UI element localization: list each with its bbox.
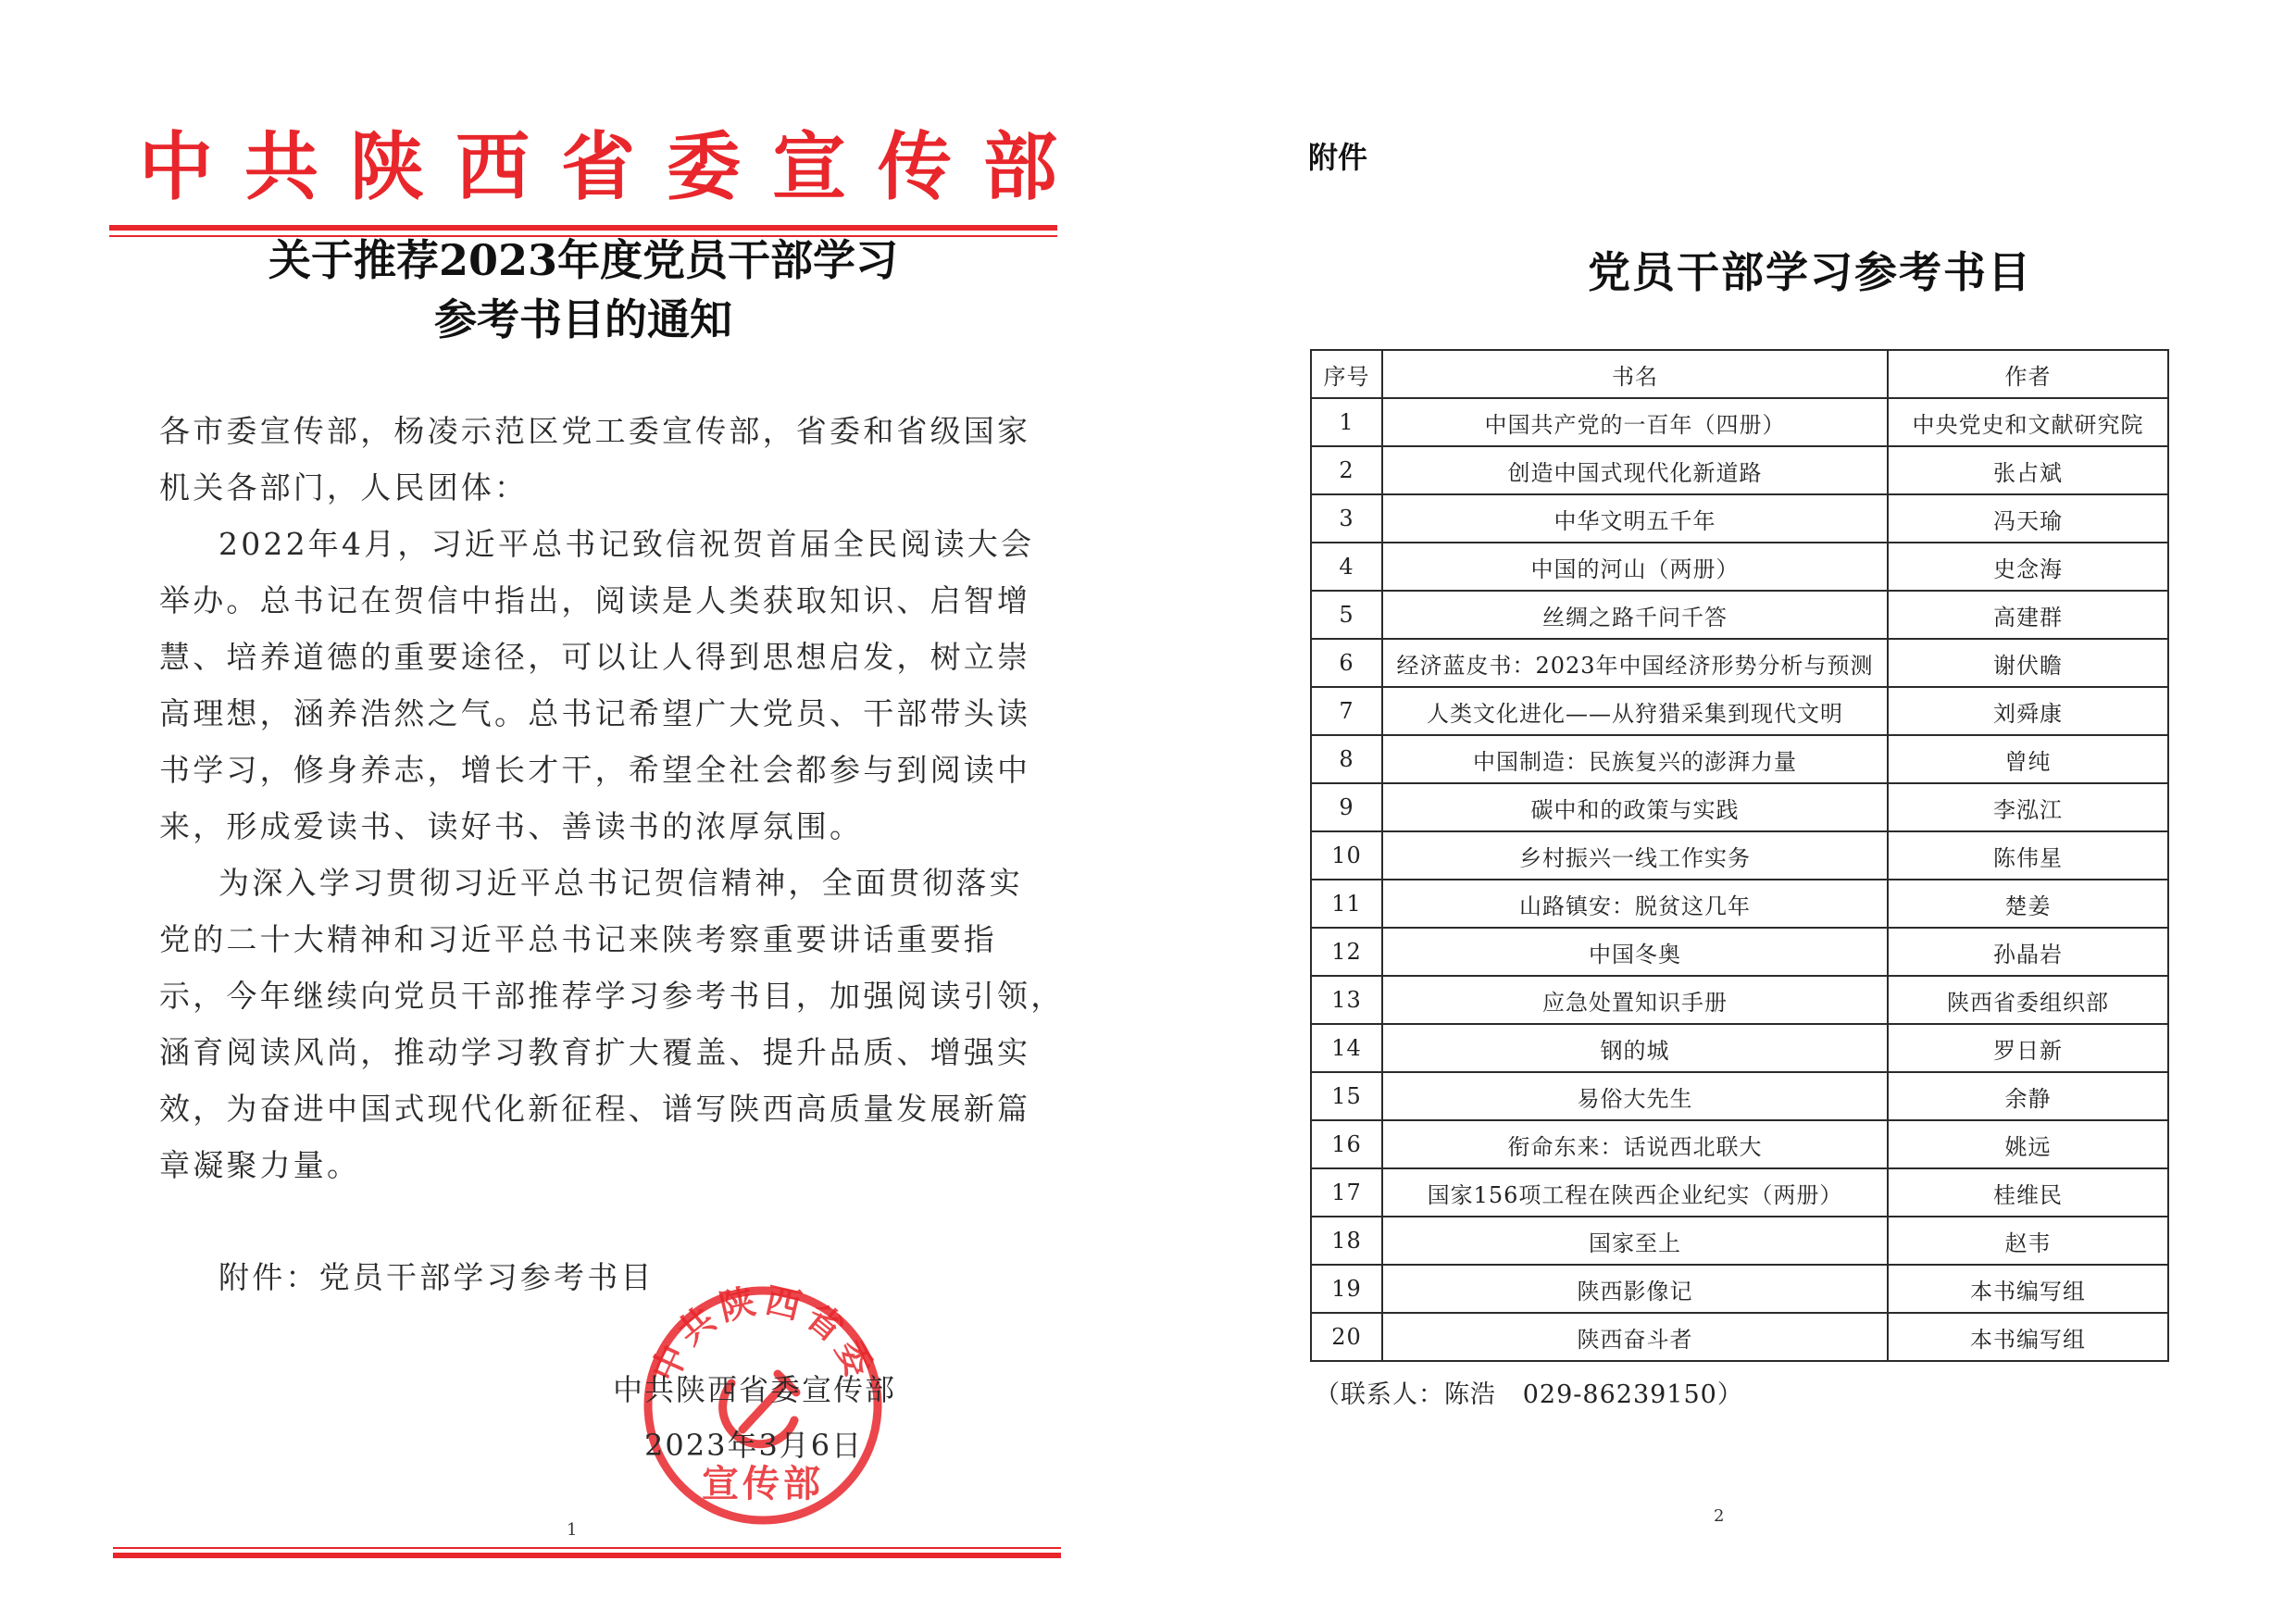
- cell-author: 孙晶岩: [1888, 928, 2168, 976]
- table-row: [1311, 494, 2168, 543]
- cell-number: 20: [1311, 1313, 1382, 1361]
- table-row: [1311, 1120, 2168, 1168]
- page-number: 1: [567, 1520, 578, 1540]
- cell-book-name: 易俗大先生: [1382, 1072, 1888, 1120]
- cell-number: 2: [1311, 446, 1382, 494]
- cell-book-name: 中国共产党的一百年（四册）: [1382, 398, 1888, 446]
- table-row: [1311, 1072, 2168, 1120]
- table-row: [1311, 880, 2168, 928]
- table-header-row: [1311, 350, 2168, 398]
- cell-book-name: 中国制造：民族复兴的澎湃力量: [1382, 735, 1888, 783]
- table-row: [1311, 735, 2168, 783]
- cell-book-name: 人类文化进化——从狩猎采集到现代文明: [1382, 687, 1888, 735]
- cell-book-name: 陕西奋斗者: [1382, 1313, 1888, 1361]
- red-letterhead: 中共陕西省委宣传部: [139, 123, 1089, 210]
- cell-book-name: 钢的城: [1382, 1024, 1888, 1072]
- cell-number: 3: [1311, 494, 1382, 543]
- addressee-line: 各市委宣传部，杨凌示范区党工委宣传部，省委和省级国家: [159, 413, 1031, 449]
- cell-author: 史念海: [1888, 543, 2168, 591]
- cell-book-name: 创造中国式现代化新道路: [1382, 446, 1888, 494]
- table-row: [1311, 1217, 2168, 1265]
- paragraph-line: 书学习，修身养志，增长才干，希望全社会都参与到阅读中: [159, 752, 1031, 788]
- paragraph-line: 举办。总书记在贺信中指出，阅读是人类获取知识、启智增: [159, 582, 1031, 618]
- table-row: [1311, 783, 2168, 831]
- cell-book-name: 经济蓝皮书：2023年中国经济形势分析与预测: [1382, 639, 1888, 687]
- letterhead-rule-thick: [109, 225, 1057, 231]
- paragraph-line: 高理想，涵养浩然之气。总书记希望广大党员、干部带头读: [159, 695, 1031, 731]
- cell-book-name: 陕西影像记: [1382, 1265, 1888, 1313]
- cell-book-name: 中国的河山（两册）: [1382, 543, 1888, 591]
- cell-author: 冯天瑜: [1888, 494, 2168, 543]
- cell-book-name: 国家156项工程在陕西企业纪实（两册）: [1382, 1168, 1888, 1217]
- attachment-reference: 附件：党员干部学习参考书目: [218, 1259, 655, 1295]
- table-row: [1311, 1265, 2168, 1313]
- cell-author: 桂维民: [1888, 1168, 2168, 1217]
- header-number: 序号: [1311, 350, 1382, 398]
- paragraph-line: 来，形成爱读书、读好书、善读书的浓厚氛围。: [159, 808, 864, 844]
- page-number: 2: [1714, 1506, 1725, 1526]
- table-row: [1311, 591, 2168, 639]
- cell-author: 罗日新: [1888, 1024, 2168, 1072]
- cell-author: 刘舜康: [1888, 687, 2168, 735]
- paragraph-line: 党的二十大精神和习近平总书记来陕考察重要讲话重要指: [159, 921, 997, 957]
- cell-book-name: 衔命东来：话说西北联大: [1382, 1120, 1888, 1168]
- attachment-page: [1148, 0, 2296, 1623]
- attachment-label: 附件: [1308, 140, 1368, 175]
- book-list-table: [1310, 349, 2169, 1362]
- cell-author: 高建群: [1888, 591, 2168, 639]
- paragraph-line: 效，为奋进中国式现代化新征程、谱写陕西高质量发展新篇: [159, 1091, 1031, 1127]
- cell-book-name: 应急处置知识手册: [1382, 976, 1888, 1024]
- table-row: [1311, 1313, 2168, 1361]
- header-author: 作者: [1888, 350, 2168, 398]
- cell-author: 姚远: [1888, 1120, 2168, 1168]
- table-row: [1311, 1024, 2168, 1072]
- cell-number: 17: [1311, 1168, 1382, 1217]
- cell-number: 15: [1311, 1072, 1382, 1120]
- cell-author: 谢伏瞻: [1888, 639, 2168, 687]
- cell-book-name: 国家至上: [1382, 1217, 1888, 1265]
- footer-rule-thin: [113, 1547, 1061, 1549]
- contact-info: （联系人：陈浩 029-86239150）: [1315, 1380, 1743, 1409]
- cell-author: 张占斌: [1888, 446, 2168, 494]
- svg-text:中共陕西省委: 中共陕西省委: [643, 1281, 883, 1388]
- cell-author: 陕西省委组织部: [1888, 976, 2168, 1024]
- cell-author: 陈伟星: [1888, 831, 2168, 880]
- paragraph-line: 为深入学习贯彻习近平总书记贺信精神，全面贯彻落实: [218, 865, 1023, 901]
- table-row: [1311, 398, 2168, 446]
- cell-number: 18: [1311, 1217, 1382, 1265]
- paragraph-line: 2022年4月，习近平总书记致信祝贺首届全民阅读大会: [218, 526, 1035, 562]
- document-title-line-1: 关于推荐2023年度党员干部学习: [268, 235, 899, 285]
- cell-number: 9: [1311, 783, 1382, 831]
- cell-number: 5: [1311, 591, 1382, 639]
- footer-rule-thick: [113, 1553, 1061, 1558]
- cell-author: 李泓江: [1888, 783, 2168, 831]
- table-row: [1311, 446, 2168, 494]
- cell-number: 13: [1311, 976, 1382, 1024]
- cell-author: 余静: [1888, 1072, 2168, 1120]
- cell-number: 16: [1311, 1120, 1382, 1168]
- cell-number: 19: [1311, 1265, 1382, 1313]
- cell-number: 12: [1311, 928, 1382, 976]
- paragraph-line: 示，今年继续向党员干部推荐学习参考书目，加强阅读引领，: [159, 978, 1065, 1014]
- table-row: [1311, 1168, 2168, 1217]
- header-book-name: 书名: [1382, 350, 1888, 398]
- paragraph-line: 章凝聚力量。: [159, 1147, 361, 1183]
- cell-book-name: 乡村振兴一线工作实务: [1382, 831, 1888, 880]
- signature-department: 中共陕西省委宣传部: [613, 1372, 897, 1407]
- addressee-line: 机关各部门，人民团体：: [159, 469, 529, 506]
- cell-number: 7: [1311, 687, 1382, 735]
- cell-number: 6: [1311, 639, 1382, 687]
- cell-author: 楚姜: [1888, 880, 2168, 928]
- cell-author: 中央党史和文献研究院: [1888, 398, 2168, 446]
- signature-date: 2023年3月6日: [644, 1428, 864, 1463]
- table-row: [1311, 928, 2168, 976]
- cell-number: 1: [1311, 398, 1382, 446]
- cell-author: 曾纯: [1888, 735, 2168, 783]
- table-row: [1311, 687, 2168, 735]
- cell-author: 赵韦: [1888, 1217, 2168, 1265]
- table-row: [1311, 639, 2168, 687]
- cell-number: 10: [1311, 831, 1382, 880]
- cell-author: 本书编写组: [1888, 1265, 2168, 1313]
- cell-book-name: 丝绸之路千问千答: [1382, 591, 1888, 639]
- cell-number: 8: [1311, 735, 1382, 783]
- cell-book-name: 中华文明五千年: [1382, 494, 1888, 543]
- document-title-line-2: 参考书目的通知: [434, 294, 732, 344]
- table-row: [1311, 543, 2168, 591]
- paragraph-line: 慧、培养道德的重要途径，可以让人得到思想启发，树立崇: [159, 639, 1031, 675]
- paragraph-line: 涵育阅读风尚，推动学习教育扩大覆盖、提升品质、增强实: [159, 1034, 1031, 1070]
- cell-number: 4: [1311, 543, 1382, 591]
- table-row: [1311, 976, 2168, 1024]
- cell-book-name: 山路镇安：脱贫这几年: [1382, 880, 1888, 928]
- cell-number: 11: [1311, 880, 1382, 928]
- svg-text:宣传部: 宣传部: [702, 1462, 824, 1505]
- table-row: [1311, 831, 2168, 880]
- book-list-title: 党员干部学习参考书目: [1588, 247, 2032, 297]
- cell-book-name: 中国冬奥: [1382, 928, 1888, 976]
- cell-book-name: 碳中和的政策与实践: [1382, 783, 1888, 831]
- cell-author: 本书编写组: [1888, 1313, 2168, 1361]
- cell-number: 14: [1311, 1024, 1382, 1072]
